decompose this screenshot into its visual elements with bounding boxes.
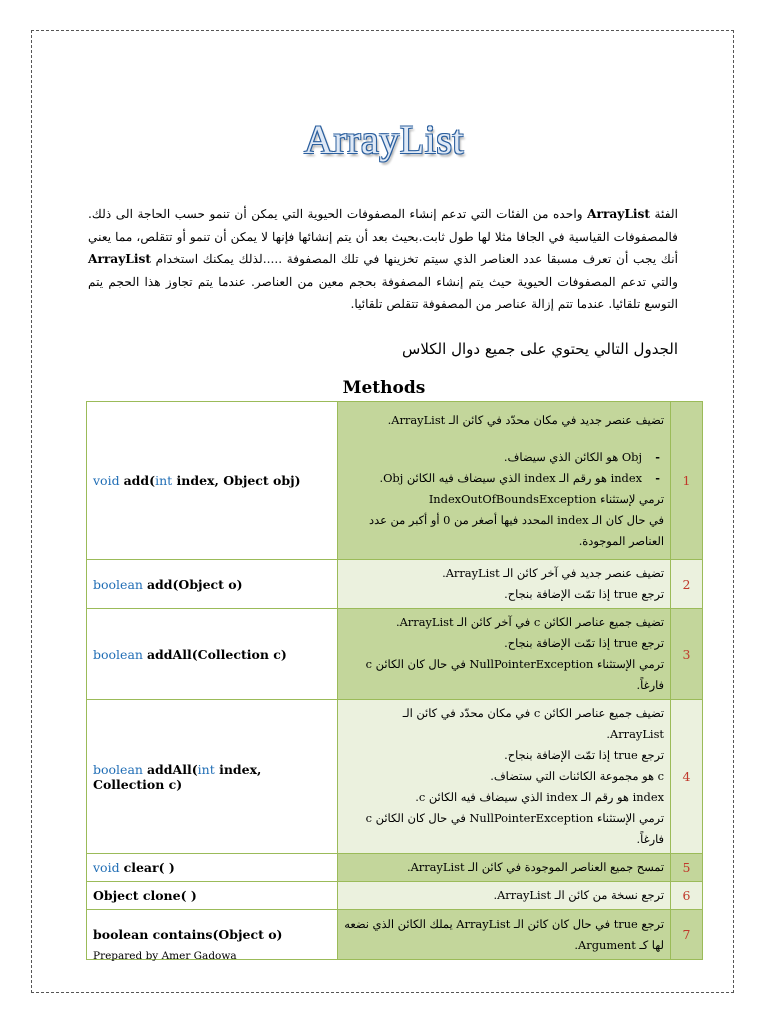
method-description: [338, 402, 671, 560]
description-bullet: - Obj هو الكائن الذي سيضاف.: [344, 447, 664, 468]
method-row: [87, 402, 703, 560]
param-text: index, Collection c): [93, 761, 262, 792]
param-keyword: int: [197, 761, 215, 777]
method-description: [338, 854, 671, 882]
description-line: ترجع true إذا تمّت الإضافة بنجاح.: [504, 748, 664, 762]
method-description: [338, 882, 671, 910]
description-line: ترجع نسخة من كائن الـ ArrayList.: [493, 888, 664, 902]
description-line: في حال كان الـ index المحدد فيها أصغر من 0 أو أكبر من عدد العناصر الموجودة.: [369, 512, 664, 548]
method-signature: [87, 700, 338, 854]
method-description: [338, 560, 671, 609]
method-description: [338, 609, 671, 700]
method-row: [87, 854, 703, 882]
method-signature: [87, 609, 338, 700]
row-number: 1: [671, 402, 703, 560]
table-subheading: الجدول التالي يحتوي على جميع دوال الكلاس: [402, 340, 678, 358]
return-type: void: [93, 860, 120, 875]
intro-paragraph: [88, 203, 678, 316]
footer-author: Prepared by Amer Gadowa: [93, 950, 237, 962]
description-line: ترجع true إذا تمّت الإضافة بنجاح.: [504, 587, 664, 601]
method-row: [87, 560, 703, 609]
method-row: [87, 609, 703, 700]
method-name: clear( ): [123, 860, 175, 875]
intro-classname-2: ArrayList: [88, 252, 151, 266]
method-name: addAll(: [146, 761, 198, 777]
description-line: تضيف عنصر جديد في مكان محدّد في كائن الـ ArrayList.: [387, 412, 664, 427]
method-name: add(: [123, 473, 156, 488]
method-name: addAll(Collection c): [146, 646, 287, 662]
method-description: [338, 910, 671, 960]
description-line: تضيف جميع عناصر الكائن c في آخر كائن الـ ArrayList.: [395, 615, 664, 629]
method-name: Object clone( ): [93, 888, 197, 903]
methods-heading: Methods: [342, 378, 426, 398]
intro-text-3: والتي تدعم المصفوفات الحيوية حيث يتم إنشاء المصفوفة بحجم معين من العناصر. عندما يتم تجاوز هذا الحجم يتم التوسع تلقائيا. عندما تتم إزالة عناصر من المصفوفة تتقلص تلقائيا.: [88, 274, 678, 311]
description-line: ترجع true في حال كان كائن الـ ArrayList يملك الكائن الذي نضعه لها كـ Argument.: [344, 916, 664, 952]
return-type: boolean: [93, 761, 143, 777]
method-signature: [87, 882, 338, 910]
description-bullet: - index هو رقم الـ index الذي سيضاف فيه الكائن Obj.: [344, 468, 664, 489]
description-line: ترمي الإستثناء NullPointerException في حال كان الكائن c فارغاً.: [365, 811, 664, 846]
intro-classname-1: ArrayList: [587, 207, 651, 221]
row-number: 5: [671, 854, 703, 882]
description-line: تضيف جميع عناصر الكائن c في مكان محدّد في كائن الـ ArrayList.: [402, 706, 664, 741]
return-type: boolean: [93, 646, 143, 662]
param-text: index, Object obj): [172, 473, 301, 488]
method-description: [338, 700, 671, 854]
row-number: 6: [671, 882, 703, 910]
description-line: ترمي لإستثناء IndexOutOfBoundsException: [428, 491, 664, 506]
return-type: void: [93, 473, 120, 488]
description-line: c هو مجموعة الكائنات التي ستضاف.: [490, 769, 664, 783]
return-type: boolean: [93, 576, 143, 592]
description-line: تمسح جميع العناصر الموجودة في كائن الـ ArrayList.: [406, 860, 664, 874]
method-row: [87, 882, 703, 910]
intro-text-2: واحده من الفئات التي تدعم إنشاء المصفوفات الحيوية التي يمكن أن تنمو حسب الحاجة الى ذلك. فالمصفوفات القياسية في الجافا مثلا لها طول ثابت.بحيث بعد أن يتم إنشائها فإنها لا يمكن أن تنمو أو تتقلص، مما يعني أنك يجب أن تعرف مسبقا عدد العناصر الذي سيتم تخزينها في تلك المصفوفة .....لذلك يمكنك استخدام: [88, 207, 678, 266]
method-row: [87, 700, 703, 854]
document-title: ArrayList: [303, 117, 464, 162]
row-number: 7: [671, 910, 703, 960]
method-signature: [87, 560, 338, 609]
methods-table: [86, 401, 703, 960]
description-line: index هو رقم الـ index الذي سيضاف فيه الكائن c.: [415, 790, 664, 804]
description-line: ترمي الإستثناء NullPointerException في حال كان الكائن c فارغاً.: [365, 657, 664, 692]
method-name: boolean contains(Object o): [93, 927, 283, 942]
method-signature: [87, 402, 338, 560]
method-name: add(Object o): [146, 576, 243, 592]
row-number: 3: [671, 609, 703, 700]
description-line: تضيف عنصر جديد في آخر كائن الـ ArrayList.: [442, 566, 664, 580]
row-number: 2: [671, 560, 703, 609]
method-signature: [87, 854, 338, 882]
param-keyword: int: [155, 473, 173, 488]
description-line: ترجع true إذا تمّت الإضافة بنجاح.: [504, 636, 664, 650]
intro-text-1: الفئة: [650, 207, 678, 221]
row-number: 4: [671, 700, 703, 854]
